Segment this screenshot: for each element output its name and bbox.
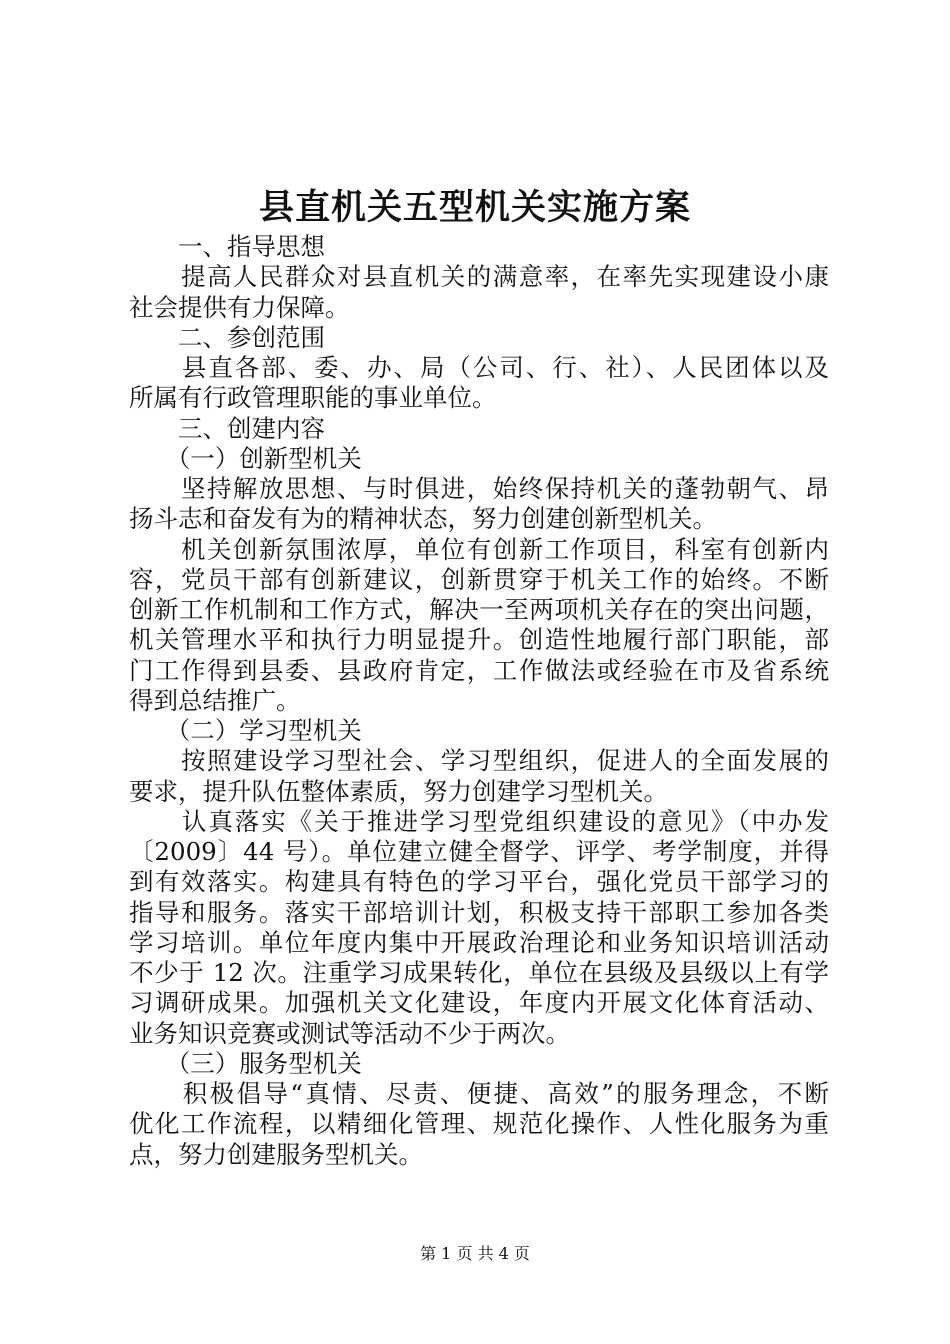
text-line: 业务知识竞赛或测试等活动不少于两次。 (129, 1018, 570, 1048)
text-line: 机关创新氛围浓厚，单位有创新工作项目，科室有创新内 (129, 534, 829, 564)
text-line: （三）服务型机关 (129, 1048, 362, 1078)
text-line: 二、参创范围 (129, 322, 325, 352)
text-line: 优化工作流程，以精细化管理、规范化操作、人性化服务为重 (129, 1109, 829, 1139)
text-line: 得到总结推广。 (129, 685, 301, 715)
text-line: 容，党员干部有创新建议，创新贯穿于机关工作的始终。不断 (129, 564, 829, 594)
text-line: 创新工作机制和工作方式，解决一至两项机关存在的突出问题， (129, 595, 829, 624)
text-line: 习调研成果。加强机关文化建设，年度内开展文化体育活动、 (129, 988, 829, 1018)
text-line: （一）创新型机关 (129, 443, 362, 473)
text-line: 不少于 12 次。注重学习成果转化，单位在县级及县级以上有学 (129, 958, 829, 987)
text-line: 提高人民群众对县直机关的满意率，在率先实现建设小康 (129, 262, 829, 292)
text-line: 学习培训。单位年度内集中开展政治理论和业务知识培训活动 (129, 927, 829, 957)
text-line: 三、创建内容 (129, 413, 325, 443)
document-body (129, 232, 829, 1170)
text-line: 社会提供有力保障。 (129, 292, 350, 322)
text-line: 所属有行政管理职能的事业单位。 (129, 383, 497, 413)
text-line: 指导和服务。落实干部培训计划，积极支持干部职工参加各类 (129, 897, 829, 927)
document-title: 县直机关五型机关实施方案 (258, 187, 691, 228)
text-line: 〔2009〕44 号）。单位建立健全督学、评学、考学制度，并得 (129, 837, 829, 866)
text-line: 一、指导思想 (129, 232, 325, 261)
text-line: 扬斗志和奋发有为的精神状态，努力创建创新型机关。 (129, 504, 717, 534)
text-line: 点，努力创建服务型机关。 (129, 1139, 423, 1169)
text-line: 县直各部、委、办、局（公司、行、社）、人民团体以及 (129, 353, 829, 382)
page-footer: 第 1 页 共 4 页 (420, 1244, 530, 1263)
text-line: 要求，提升队伍整体素质，努力创建学习型机关。 (129, 776, 668, 806)
text-line: 按照建设学习型社会、学习型组织，促进人的全面发展的 (129, 746, 829, 776)
text-line: 认真落实《关于推进学习型党组织建设的意见》（中办发 (129, 806, 829, 836)
text-line: 门工作得到县委、县政府肯定，工作做法或经验在市及省系统 (129, 655, 829, 685)
text-line: 积极倡导“真情、尽责、便捷、高效”的服务理念，不断 (129, 1079, 829, 1108)
text-line: （二）学习型机关 (129, 716, 362, 745)
text-line: 到有效落实。构建具有特色的学习平台，强化党员干部学习的 (129, 867, 829, 897)
text-line: 坚持解放思想、与时俱进，始终保持机关的蓬勃朝气、昂 (129, 474, 829, 503)
text-line: 机关管理水平和执行力明显提升。创造性地履行部门职能，部 (129, 625, 829, 655)
